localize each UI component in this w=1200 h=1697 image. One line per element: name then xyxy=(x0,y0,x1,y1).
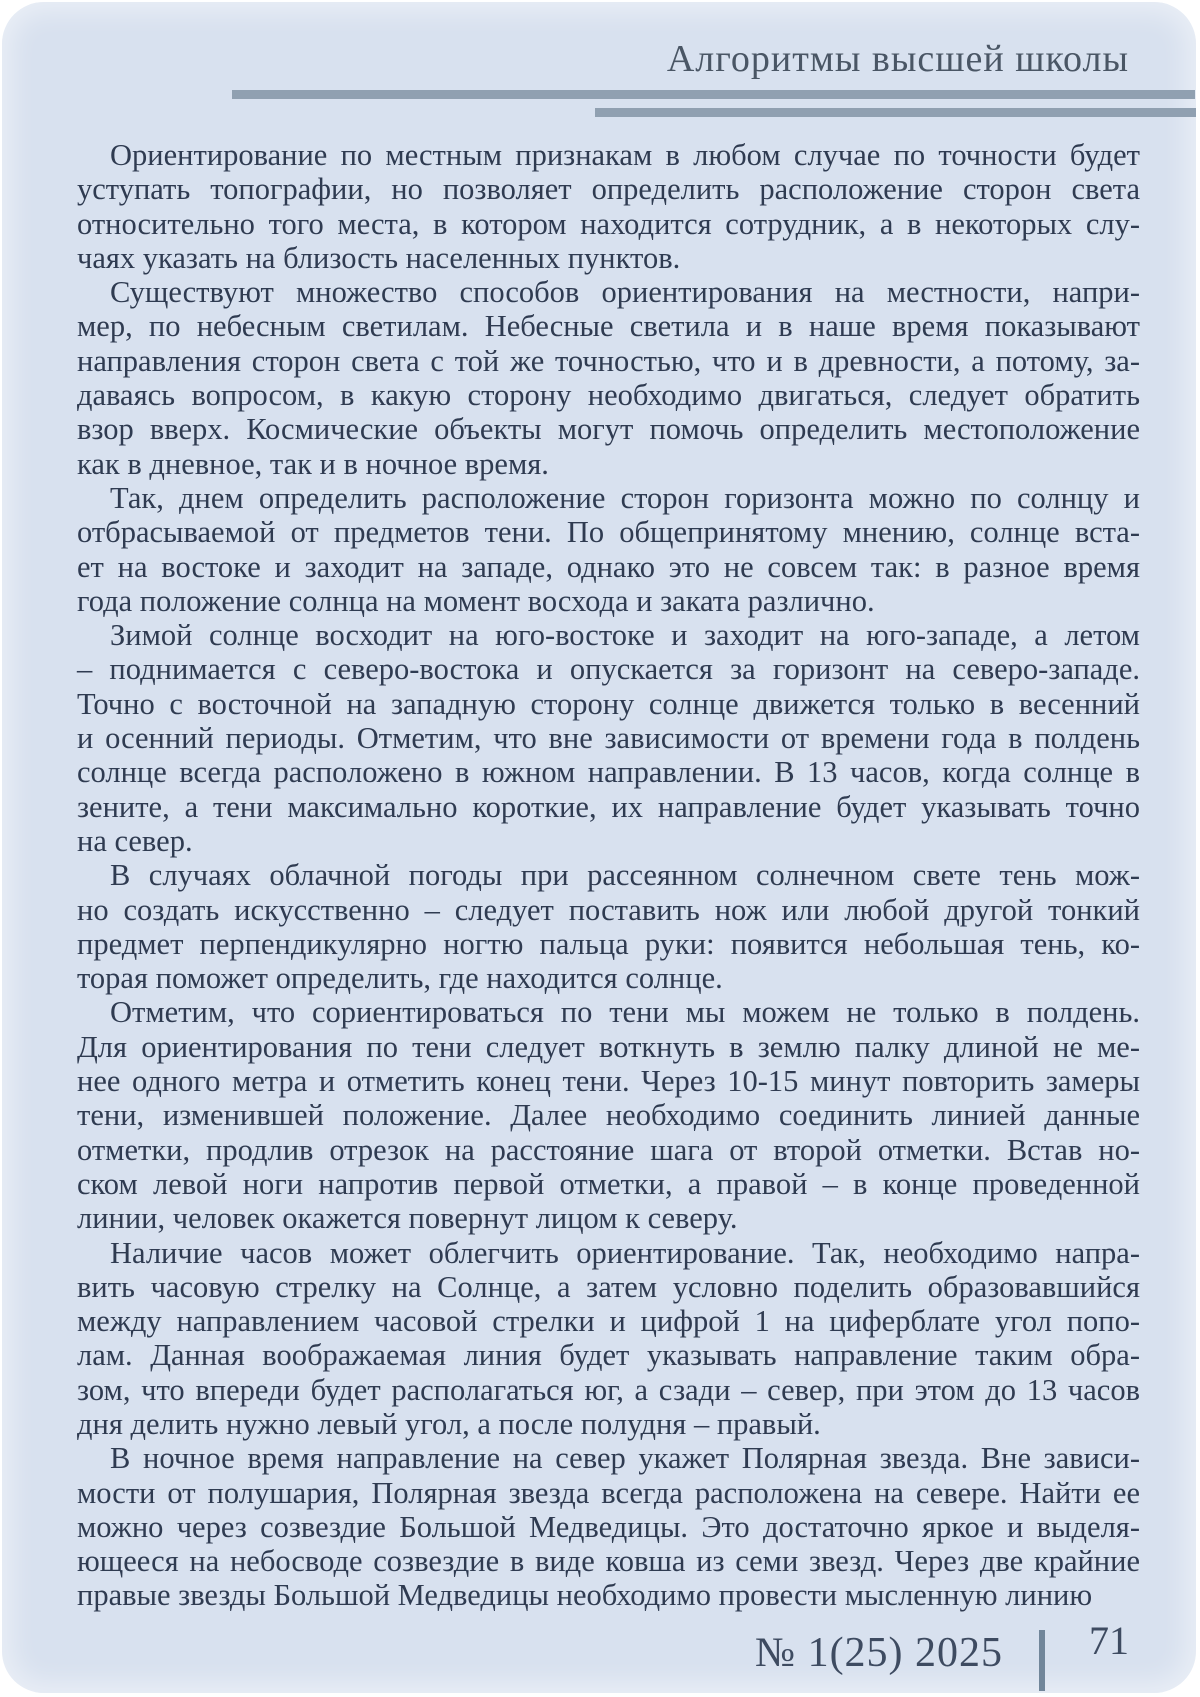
text-line: отметки, продлив отрезок на расстояние шага от второй отметки. Встав но- xyxy=(77,1132,1140,1167)
text-line: направления сторон света с той же точностью, что и в древности, а потому, за- xyxy=(77,343,1140,378)
text-line: на север. xyxy=(77,823,193,858)
text-line: ском левой ноги напротив первой отметки, а правой – в конце проведенной xyxy=(77,1166,1140,1201)
text-line: ющееся на небосводе созвездие в виде ковша из семи звезд. Через две крайние xyxy=(77,1544,1140,1579)
text-line: зените, а тени максимально короткие, их направление будет указывать точно xyxy=(77,789,1140,824)
text-line: между направлением часовой стрелки и цифрой 1 на циферблате угол попо- xyxy=(77,1304,1140,1339)
text-line: – поднимается с северо-востока и опускается за горизонт на северо-западе. xyxy=(77,652,1140,687)
text-line: Для ориентирования по тени следует воткнуть в землю палку длиной не ме- xyxy=(77,1029,1140,1064)
page-number: 71 xyxy=(1089,1618,1129,1663)
text-line: как в дневное, так и в ночное время. xyxy=(77,446,549,481)
text-line: взор вверх. Космические объекты могут помочь определить местоположение xyxy=(77,412,1140,447)
text-line: торая поможет определить, где находится солнце. xyxy=(77,961,723,996)
text-line: Отметим, что сориентироваться по тени мы можем не только в полдень. xyxy=(110,995,1140,1030)
text-line: но создать искусственно – следует поставить нож или любой другой тонкий xyxy=(77,892,1140,927)
text-line: В случаях облачной погоды при рассеянном солнечном свете тень мож- xyxy=(110,858,1140,893)
text-line: предмет перпендикулярно ногтю пальца руки: появится небольшая тень, ко- xyxy=(77,926,1140,961)
text-line: Так, днем определить расположение сторон горизонта можно по солнцу и xyxy=(110,480,1140,515)
text-line: тени, изменившей положение. Далее необходимо соединить линией данные xyxy=(77,1098,1140,1133)
text-line: можно через созвездие Большой Медведицы. Это достаточно яркое и выделя- xyxy=(77,1509,1140,1544)
text-line: дня делить нужно левый угол, а после полудня – правый. xyxy=(77,1406,821,1441)
text-line: Ориентирование по местным признакам в любом случае по точности будет xyxy=(110,138,1140,172)
text-line: Зимой солнце восходит на юго-востоке и заходит на юго-западе, а летом xyxy=(110,618,1140,653)
journal-title: Алгоритмы высшей школы xyxy=(666,38,1129,80)
text-line: правые звезды Большой Медведицы необходимо провести мысленную линию xyxy=(77,1578,1093,1613)
text-line: линии, человек окажется повернут лицом к северу. xyxy=(77,1201,738,1236)
text-line: вить часовую стрелку на Солнце, а затем условно поделить образовавшийся xyxy=(77,1269,1140,1304)
text-line: мости от полушария, Полярная звезда всегда расположена на севере. Найти ее xyxy=(77,1475,1140,1510)
article-text xyxy=(77,138,1140,1613)
text-line: Существуют множество способов ориентирования на местности, напри- xyxy=(110,275,1140,310)
text-line: и осенний периоды. Отметим, что вне зависимости от времени года в полдень xyxy=(77,721,1140,756)
text-line: даваясь вопросом, в какую сторону необходимо двигаться, следует обратить xyxy=(77,378,1140,413)
text-line: Точно с восточной на западную сторону солнце движется только в весенний xyxy=(77,686,1140,721)
text-line: уступать топографии, но позволяет определить расположение сторон света xyxy=(77,172,1140,207)
text-line: солнце всегда расположено в южном направлении. В 13 часов, когда солнце в xyxy=(77,755,1140,790)
text-line: мер, по небесным светилам. Небесные светила и в наше время показывают xyxy=(77,309,1140,344)
journal-page xyxy=(2,2,1196,1693)
text-line: В ночное время направление на север укажет Полярная звезда. Вне зависи- xyxy=(110,1441,1140,1476)
header-rule-primary xyxy=(232,90,1195,99)
text-line: чаях указать на близость населенных пунктов. xyxy=(77,240,681,275)
text-line: нее одного метра и отметить конец тени. Через 10-15 минут повторить замеры xyxy=(77,1064,1140,1099)
issue-label: № 1(25) 2025 xyxy=(755,1630,1004,1676)
text-line: ет на востоке и заходит на западе, однако это не совсем так: в разное время xyxy=(77,549,1140,584)
text-line: отбрасываемой от предметов тени. По общепринятому мнению, солнце вста- xyxy=(77,515,1140,550)
text-line: года положение солнца на момент восхода и заката различно. xyxy=(77,583,875,618)
text-line: лам. Данная воображаемая линия будет указывать направление таким обра- xyxy=(77,1338,1140,1373)
text-line: зом, что впереди будет располагаться юг, а сзади – север, при этом до 13 часов xyxy=(77,1372,1140,1407)
footer-divider xyxy=(1039,1630,1045,1691)
header-rule-secondary xyxy=(595,108,1196,117)
text-line: относительно того места, в котором находится сотрудник, а в некоторых слу- xyxy=(77,206,1140,241)
text-line: Наличие часов может облегчить ориентирование. Так, необходимо напра- xyxy=(110,1235,1140,1270)
